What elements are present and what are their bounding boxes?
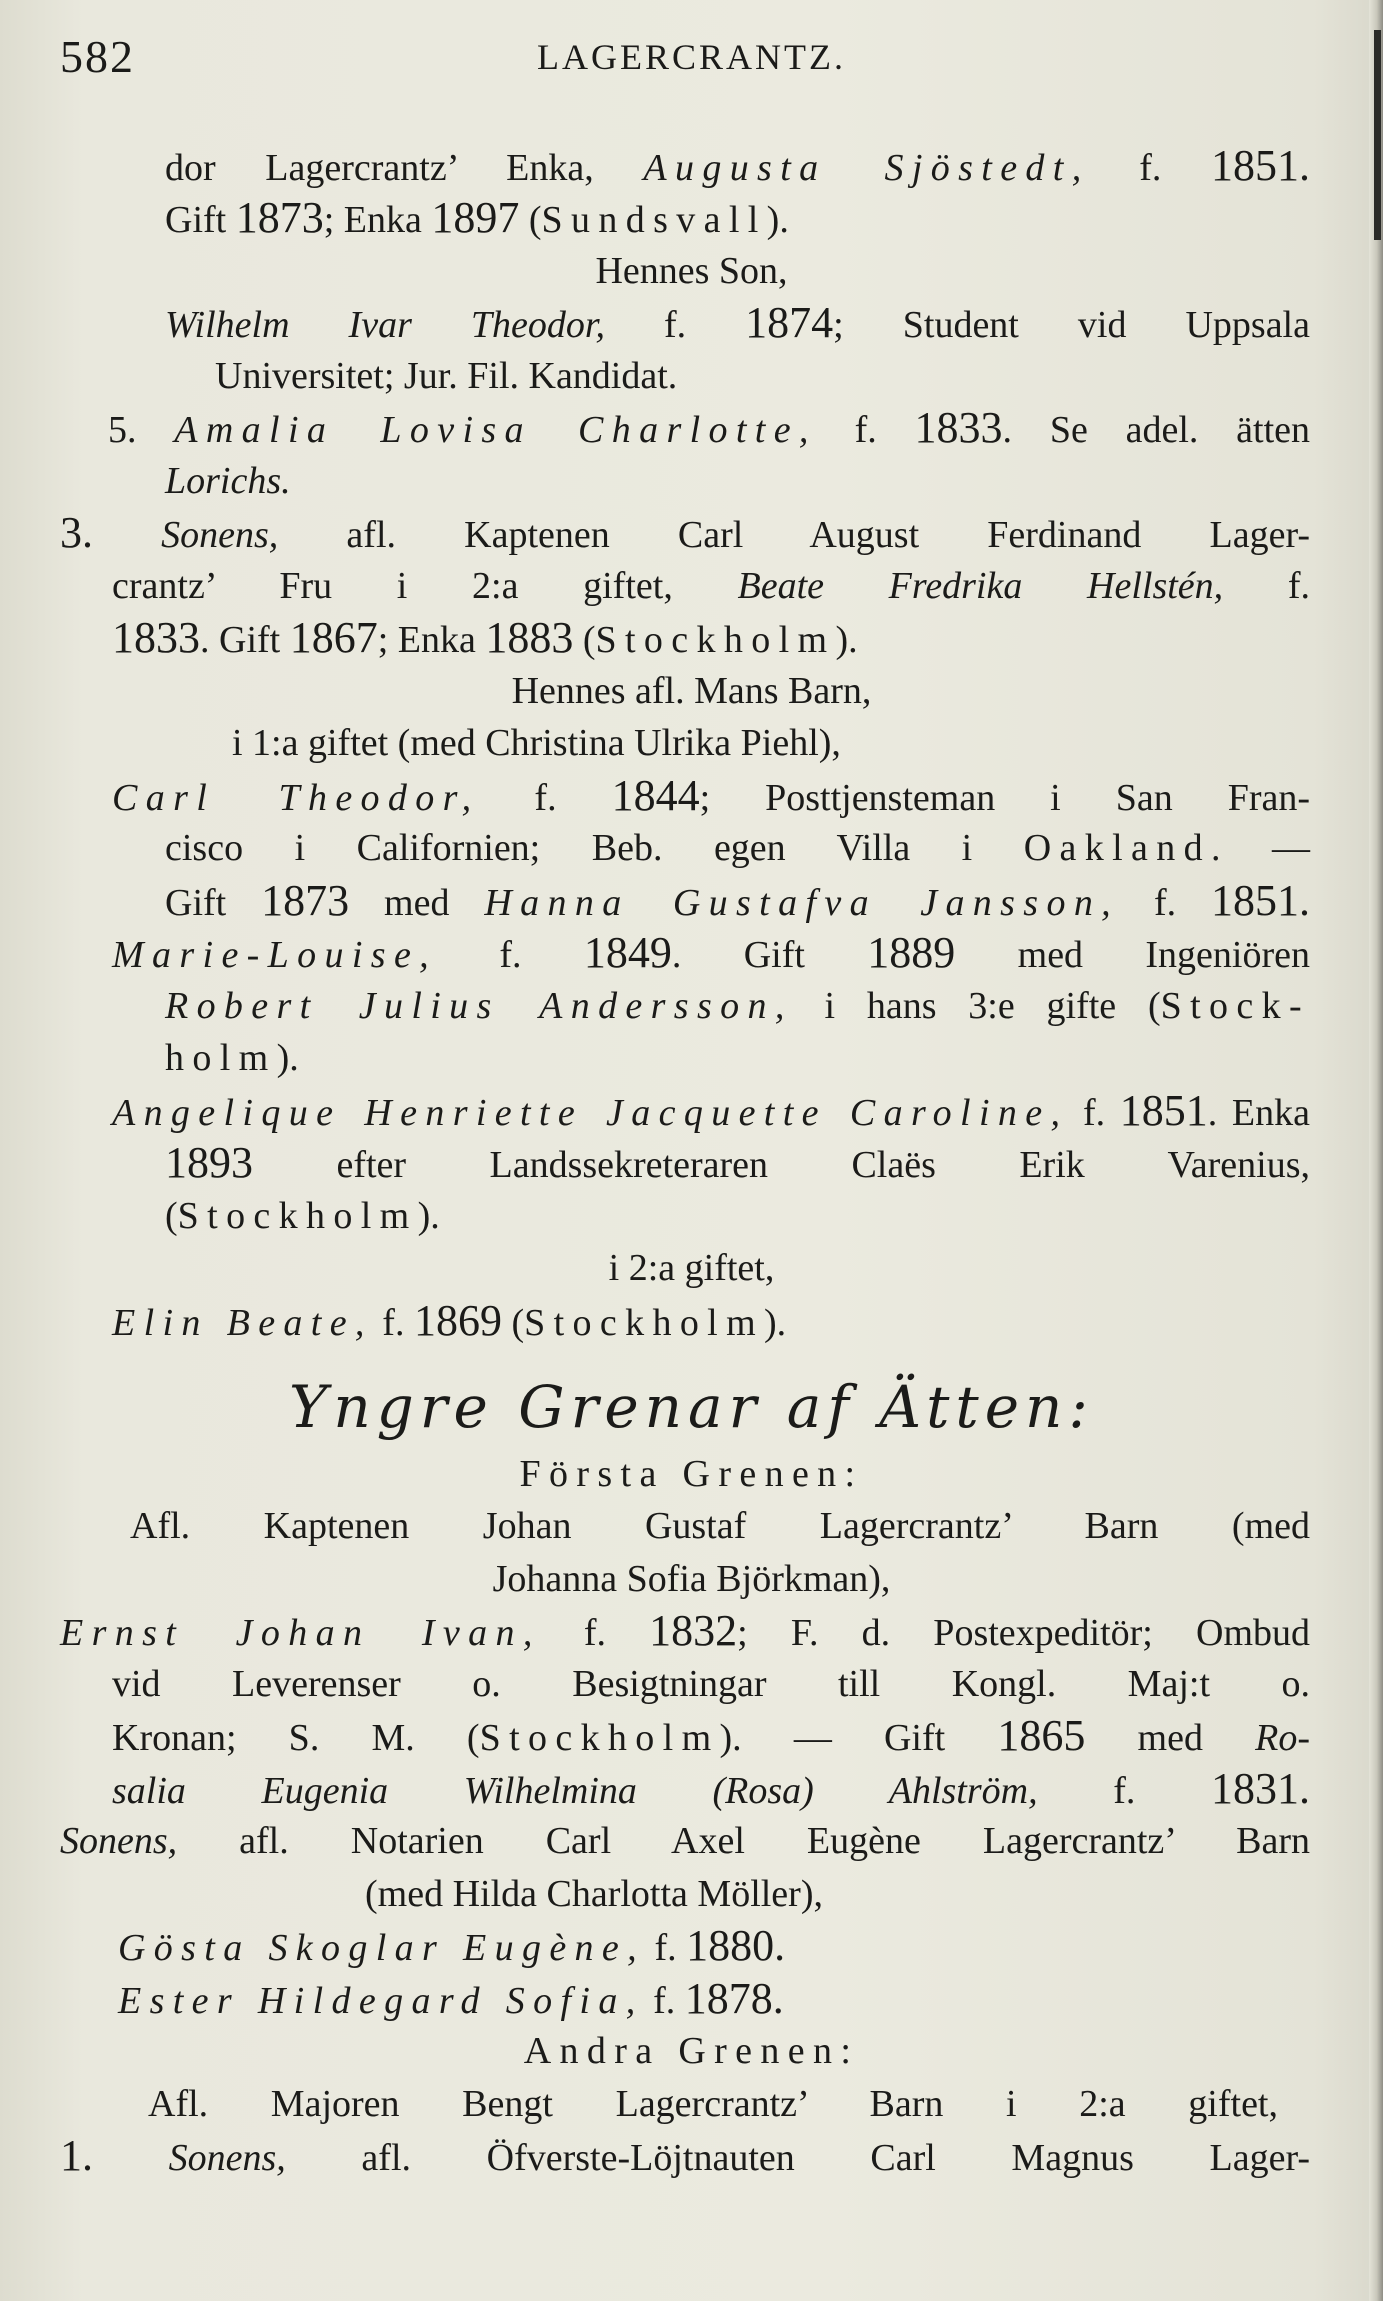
place-name: Oakland <box>1023 827 1211 869</box>
year: 1880. <box>686 1921 786 1970</box>
text-line: i 2:a giftet, <box>608 1247 775 1289</box>
text-run <box>93 514 161 556</box>
text-run <box>93 2137 169 2179</box>
text-line: vid Leverenser o. Besigtningar till Kongl. Maj:t o. <box>112 1663 1310 1705</box>
year: 1869 <box>413 1296 502 1345</box>
text-run: Kronan; S. M. ( <box>112 1717 480 1759</box>
place-name: Stockholm <box>479 1717 720 1759</box>
text-run: i hans 3:e gifte ( <box>792 985 1161 1027</box>
text-run: afl. Kaptenen Carl August Ferdinand Lager- <box>278 514 1310 556</box>
text-run: f. <box>540 1612 650 1654</box>
text-run: f. <box>1068 1092 1120 1134</box>
year: 1844 <box>611 771 700 820</box>
text-line: (med Hilda Charlotta Möller), <box>365 1873 823 1915</box>
year: 1833 <box>914 403 1003 452</box>
text-run: f. <box>1089 147 1211 189</box>
text-run: ( <box>573 619 596 661</box>
person-name: Lorichs. <box>165 460 291 502</box>
year: 1874 <box>745 298 834 347</box>
text-line <box>165 1190 440 1242</box>
person-name: Ernst Johan Ivan, <box>60 1612 541 1654</box>
text-line <box>112 1085 1310 1137</box>
text-run: ( <box>519 199 542 241</box>
text-line: Hennes afl. Mans Barn, <box>511 670 872 712</box>
person-name: Wilhelm Ivar Theodor, <box>165 304 605 346</box>
text-run: f. <box>479 777 612 819</box>
text-line <box>165 822 1310 874</box>
text-run: . Gift <box>671 934 868 976</box>
text-line <box>165 875 1310 927</box>
year: 1878. <box>684 1974 784 2023</box>
entry-number: 5. <box>108 409 137 451</box>
text-run: f. <box>1119 882 1212 924</box>
person-name: Robert Julius Andersson, <box>165 985 793 1027</box>
text-run: f. <box>645 1927 687 1969</box>
place-name: Sundsvall <box>541 199 767 241</box>
text-run: efter Landssekreteraren Claës Erik Varenius, <box>253 1144 1310 1186</box>
year: 1883 <box>485 613 574 662</box>
text-run: dor Lagercrantz’ Enka, <box>165 147 644 189</box>
year: 1851 <box>1119 1086 1208 1135</box>
person-name: Gösta Skoglar Eugène, <box>118 1927 646 1969</box>
text-line <box>118 1973 784 2025</box>
text-line: i 1:a giftet (med Christina Ulrika Piehl), <box>232 722 841 764</box>
text-line <box>108 402 1310 454</box>
place-name: holm <box>165 1037 277 1079</box>
text-run: . Se adel. ätten <box>1002 409 1311 451</box>
year: 1897 <box>431 193 520 242</box>
page-number: 582 <box>60 31 135 82</box>
text-line <box>112 770 1310 822</box>
subsection-heading <box>0 2025 1383 2077</box>
text-run: ; Enka <box>377 619 486 661</box>
year: 1867 <box>289 613 378 662</box>
text-run: med Ingeniören <box>955 934 1311 976</box>
year: 1873 <box>261 876 350 925</box>
place-name: Stockholm <box>524 1302 765 1344</box>
text-run: f. <box>643 1980 685 2022</box>
text-line <box>60 1815 1310 1867</box>
place-name: Stock- <box>1160 985 1310 1027</box>
text-run: ). <box>766 199 789 241</box>
entry-number: 1. <box>60 2131 93 2180</box>
subsection-heading-text: Första Grenen: <box>519 1453 864 1495</box>
text-run: ; F. d. Postexpeditör; Ombud <box>737 1612 1311 1654</box>
text-run: . Enka <box>1207 1092 1311 1134</box>
text-line <box>112 1710 1310 1762</box>
person-name: Ester Hildegard Sofia, <box>118 1980 644 2022</box>
person-name: salia Eugenia Wilhelmina (Rosa) Ahlström, <box>112 1770 1038 1812</box>
person-name: Amalia Lovisa Charlotte, <box>174 409 817 451</box>
text-run: crantz’ Fru i 2:a giftet, <box>112 565 738 607</box>
text-run: f. <box>437 934 584 976</box>
section-label: Sonens, <box>161 514 279 556</box>
person-name: Angelique Henriette Jacquette Caroline, <box>112 1092 1069 1134</box>
text-line <box>112 612 858 664</box>
year: 1851. <box>1211 876 1311 925</box>
text-run: f. <box>1223 565 1311 607</box>
year: 1832 <box>649 1606 738 1655</box>
section-label: Sonens, <box>168 2137 286 2179</box>
text-run: f. <box>372 1302 414 1344</box>
person-name: Carl Theodor, <box>112 777 480 819</box>
place-name: Stockholm <box>595 619 836 661</box>
section-heading-text: Yngre Grenar af Ätten: <box>289 1373 1094 1441</box>
text-run: ). <box>276 1037 299 1079</box>
person-name: Hanna Gustafva Jansson, <box>484 882 1120 924</box>
subsection-heading-text: Andra Grenen: <box>523 2030 860 2072</box>
text-line: Johanna Sofia Björkman), <box>492 1558 891 1600</box>
text-line <box>165 1032 299 1084</box>
text-run: med <box>349 882 485 924</box>
text-run: med <box>1085 1717 1256 1759</box>
person-name: Beate Fredrika Hellstén, <box>737 565 1224 607</box>
year: 1849 <box>583 928 672 977</box>
year: 1851. <box>1211 141 1310 190</box>
text-run: ). <box>835 619 858 661</box>
text-line: Afl. Kaptenen Johan Gustaf Lagercrantz’ Barn (med <box>130 1505 1310 1547</box>
text-run: ). — Gift <box>719 1717 998 1759</box>
text-line <box>165 140 1310 192</box>
text-run: ). <box>764 1302 787 1344</box>
text-run: ; Student vid Uppsala <box>833 304 1310 346</box>
text-line <box>60 507 1310 559</box>
text-line <box>60 1605 1310 1657</box>
year: 1893 <box>165 1138 253 1187</box>
text-line <box>112 1763 1310 1815</box>
text-line: Hennes Son, <box>595 250 788 292</box>
entry-number: 3. <box>60 508 93 557</box>
year: 1889 <box>867 928 956 977</box>
person-name: Ro- <box>1255 1717 1310 1759</box>
text-line <box>112 1295 786 1347</box>
text-run: afl. Notarien Carl Axel Eugène Lagercrantz’ Barn <box>177 1820 1310 1862</box>
year: 1833 <box>112 613 200 662</box>
text-line <box>112 927 1310 979</box>
text-run: ). <box>417 1195 440 1237</box>
subsection-heading <box>0 1448 1383 1500</box>
text-run: cisco i Californien; Beb. egen Villa i <box>165 827 1024 869</box>
year: 1865 <box>997 1711 1086 1760</box>
text-run: f. <box>816 409 915 451</box>
text-line <box>112 560 1310 612</box>
text-run: ( <box>501 1302 525 1344</box>
person-name: Augusta Sjöstedt, <box>643 147 1090 189</box>
text-run <box>137 409 175 451</box>
text-line <box>60 2130 1310 2182</box>
running-title: LAGERCRANTZ. <box>537 37 846 77</box>
text-run: ( <box>165 1195 178 1237</box>
text-run: f. <box>1037 1770 1211 1812</box>
text-line <box>118 1920 785 1972</box>
person-name: Marie-Louise, <box>112 934 438 976</box>
text-line: Universitet; Jur. Fil. Kandidat. <box>215 355 678 397</box>
place-name: Stockholm <box>177 1195 418 1237</box>
text-line <box>165 980 1310 1032</box>
text-line <box>165 297 1310 349</box>
text-run: . Gift <box>200 619 290 661</box>
year: 1873 <box>235 193 324 242</box>
running-header <box>0 30 1383 90</box>
section-label: Sonens, <box>60 1820 178 1862</box>
section-heading <box>0 1368 1383 1446</box>
text-run: . — <box>1211 827 1310 869</box>
text-run: f. <box>604 304 746 346</box>
year: 1831. <box>1211 1764 1310 1813</box>
text-run: Gift <box>165 199 236 241</box>
text-line <box>165 192 789 244</box>
text-run: afl. Öfverste-Löjtnauten Carl Magnus Lager- <box>285 2137 1310 2179</box>
text-line <box>165 1137 1310 1189</box>
text-run: ; Posttjensteman i San Fran- <box>699 777 1311 819</box>
person-name: Elin Beate, <box>112 1302 373 1344</box>
text-line <box>165 455 291 507</box>
text-run: Gift <box>165 882 262 924</box>
page-edge <box>1369 0 1383 2301</box>
text-line: Afl. Majoren Bengt Lagercrantz’ Barn i 2:a giftet, <box>148 2083 1278 2125</box>
text-run: ; Enka <box>323 199 432 241</box>
